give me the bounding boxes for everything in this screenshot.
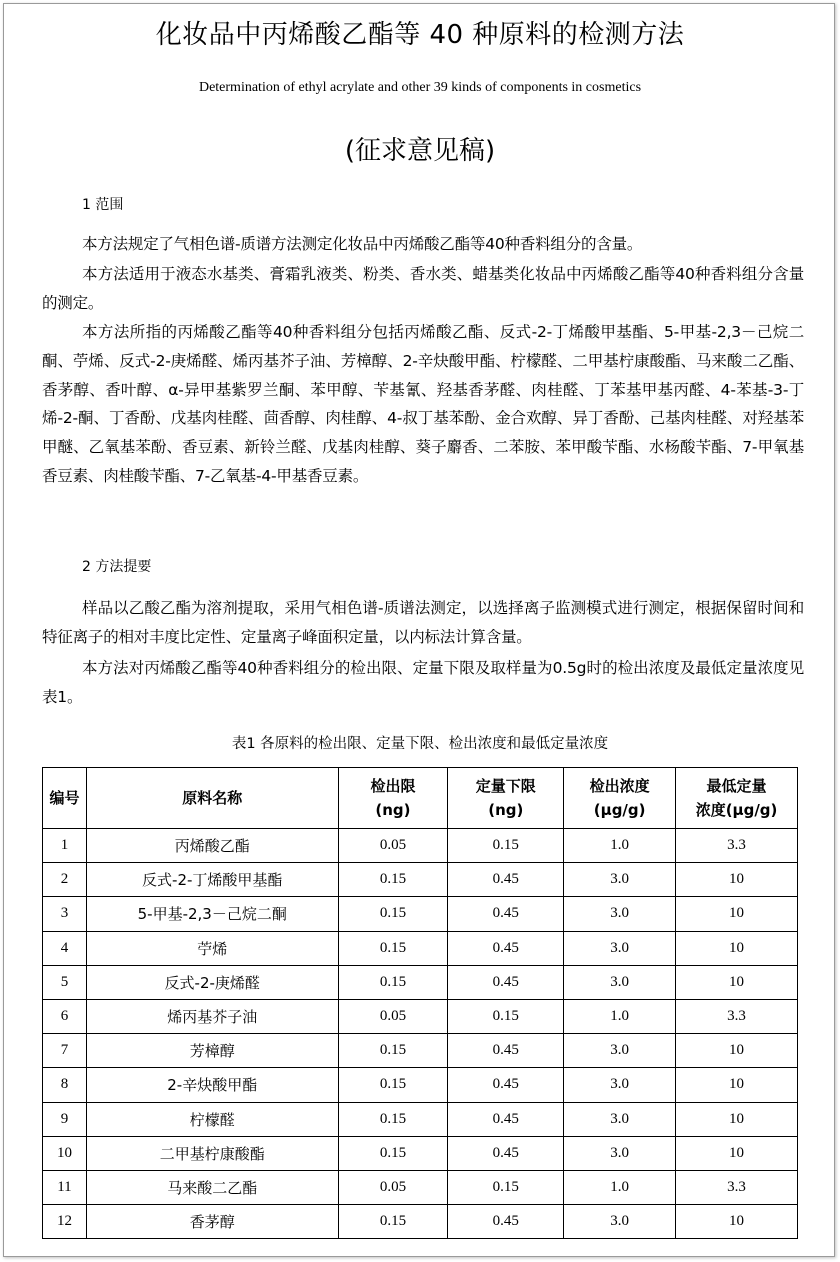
scope-paragraph-3: 本方法所指的丙烯酸乙酯等40种香料组分包括丙烯酸乙酯、反式-2-丁烯酸甲基酯、5-甲基-2,3－己烷二酮、苧烯、反式-2-庚烯醛、烯丙基芥子油、芳樟醇、2-辛炔酸甲酯、柠檬醛、二甲基柠康酸酯、马来酸二乙酯、香茅醇、香叶醇、α-异甲基紫罗兰酮、苯甲醇、苄基氰、羟基香茅醛、肉桂醛、丁苯基甲基丙醛、4-苯基-3-丁烯-2-酮、丁香酚、戊基肉桂醛、茴香醇、肉桂醇、4-叔丁基苯酚、金合欢醇、异丁香酚、己基肉桂醛、对羟基苯甲醚、乙氧基苯酚、香豆素、新铃兰醛、戊基肉桂醇、葵子麝香、二苯胺、苯甲酸苄酯、水杨酸苄酯、7-甲氧基香豆素、肉桂酸苄酯、7-乙氧基-4-甲基香豆素。 [42, 323, 804, 485]
cell-dc: 1.0 [564, 1170, 676, 1204]
cell-no: 7 [43, 1034, 87, 1068]
cell-dc: 3.0 [564, 1034, 676, 1068]
header-dc-line2: (μg/g) [593, 801, 646, 819]
cell-lod: 0.05 [338, 999, 448, 1033]
cell-no: 12 [43, 1205, 87, 1239]
cell-loq: 0.45 [448, 1102, 564, 1136]
scope-heading: 1 范围 [82, 197, 124, 213]
cell-no: 1 [43, 829, 87, 863]
header-loq-line1: 定量下限 [475, 777, 536, 795]
cell-loq: 0.45 [448, 1136, 564, 1170]
table-row [43, 829, 798, 863]
table-row [43, 1034, 798, 1068]
cell-loq: 0.45 [448, 1034, 564, 1068]
cell-no: 4 [43, 931, 87, 965]
header-loq-line2: (ng) [488, 801, 524, 819]
cell-lod: 0.15 [338, 1068, 448, 1102]
cell-dc: 3.0 [564, 863, 676, 897]
cell-mq: 10 [676, 863, 798, 897]
scope-paragraph-2: 本方法适用于液态水基类、膏霜乳液类、粉类、香水类、蜡基类化妆品中丙烯酸乙酯等40种香料组分含量的测定。 [42, 265, 804, 312]
cell-lod: 0.15 [338, 1205, 448, 1239]
cell-lod: 0.05 [338, 829, 448, 863]
table-row [43, 965, 798, 999]
cell-lod: 0.15 [338, 1034, 448, 1068]
cell-lod: 0.15 [338, 1102, 448, 1136]
cell-name: 5-甲基-2,3－己烷二酮 [86, 897, 338, 931]
table-row [43, 863, 798, 897]
method-heading: 2 方法提要 [82, 559, 152, 575]
document-subtitle: Determination of ethyl acrylate and other 39 kinds of components in cosmetics [198, 80, 642, 95]
cell-name: 反式-2-庚烯醛 [86, 965, 338, 999]
table-row [43, 1102, 798, 1136]
cell-loq: 0.45 [448, 931, 564, 965]
cell-lod: 0.15 [338, 965, 448, 999]
cell-lod: 0.15 [338, 1136, 448, 1170]
cell-loq: 0.45 [448, 1205, 564, 1239]
table-row [43, 999, 798, 1033]
detection-limits-table [42, 767, 798, 1239]
method-paragraph-1: 样品以乙酸乙酯为溶剂提取，采用气相色谱-质谱法测定，以选择离子监测模式进行测定，根据保留时间和特征离子的相对丰度比定性、定量离子峰面积定量，以内标法计算含量。 [42, 599, 804, 646]
cell-dc: 3.0 [564, 965, 676, 999]
cell-lod: 0.05 [338, 1170, 448, 1204]
cell-no: 10 [43, 1136, 87, 1170]
cell-loq: 0.15 [448, 829, 564, 863]
cell-dc: 1.0 [564, 999, 676, 1033]
table-row [43, 1136, 798, 1170]
cell-loq: 0.15 [448, 999, 564, 1033]
cell-mq: 10 [676, 965, 798, 999]
header-loq [448, 768, 564, 829]
header-mq-line2: 浓度(μg/g) [695, 801, 778, 819]
cell-name: 柠檬醛 [86, 1102, 338, 1136]
header-lod-line1: 检出限 [370, 777, 416, 795]
cell-mq: 10 [676, 1205, 798, 1239]
cell-no: 6 [43, 999, 87, 1033]
cell-name: 芳樟醇 [86, 1034, 338, 1068]
cell-name: 烯丙基芥子油 [86, 999, 338, 1033]
draft-label: (征求意见稿) [344, 136, 496, 166]
cell-mq: 10 [676, 1136, 798, 1170]
table-header-row [43, 768, 798, 829]
cell-no: 2 [43, 863, 87, 897]
cell-mq: 10 [676, 1068, 798, 1102]
header-mq-line1: 最低定量 [706, 777, 767, 795]
table-row [43, 1205, 798, 1239]
cell-lod: 0.15 [338, 897, 448, 931]
table-row [43, 1170, 798, 1204]
scope-paragraph-1: 本方法规定了气相色谱-质谱方法测定化妆品中丙烯酸乙酯等40种香料组分的含量。 [82, 235, 643, 253]
cell-dc: 3.0 [564, 1102, 676, 1136]
cell-no: 9 [43, 1102, 87, 1136]
cell-loq: 0.45 [448, 965, 564, 999]
header-detection-conc [564, 768, 676, 829]
cell-name: 香茅醇 [86, 1205, 338, 1239]
cell-name: 马来酸二乙酯 [86, 1170, 338, 1204]
cell-loq: 0.45 [448, 863, 564, 897]
cell-dc: 1.0 [564, 829, 676, 863]
header-min-quant-conc [676, 768, 798, 829]
header-lod [338, 768, 448, 829]
cell-mq: 10 [676, 1102, 798, 1136]
cell-no: 11 [43, 1170, 87, 1204]
cell-no: 3 [43, 897, 87, 931]
cell-loq: 0.15 [448, 1170, 564, 1204]
cell-no: 8 [43, 1068, 87, 1102]
cell-name: 丙烯酸乙酯 [86, 829, 338, 863]
cell-name: 反式-2-丁烯酸甲基酯 [86, 863, 338, 897]
cell-no: 5 [43, 965, 87, 999]
table-row [43, 931, 798, 965]
cell-dc: 3.0 [564, 897, 676, 931]
cell-dc: 3.0 [564, 1136, 676, 1170]
document-title: 化妆品中丙烯酸乙酯等 40 种原料的检测方法 [155, 20, 685, 50]
cell-mq: 3.3 [676, 1170, 798, 1204]
table-row [43, 897, 798, 931]
cell-mq: 10 [676, 931, 798, 965]
cell-lod: 0.15 [338, 863, 448, 897]
cell-mq: 3.3 [676, 829, 798, 863]
header-lod-line2: (ng) [375, 801, 411, 819]
cell-name: 2-辛炔酸甲酯 [86, 1068, 338, 1102]
table-row [43, 1068, 798, 1102]
cell-dc: 3.0 [564, 1205, 676, 1239]
cell-name: 苧烯 [86, 931, 338, 965]
cell-loq: 0.45 [448, 897, 564, 931]
cell-mq: 10 [676, 1034, 798, 1068]
header-dc-line1: 检出浓度 [589, 777, 650, 795]
table-caption: 表1 各原料的检出限、定量下限、检出浓度和最低定量浓度 [231, 736, 609, 752]
cell-loq: 0.45 [448, 1068, 564, 1102]
cell-dc: 3.0 [564, 931, 676, 965]
header-no: 编号 [43, 768, 87, 829]
cell-lod: 0.15 [338, 931, 448, 965]
cell-name: 二甲基柠康酸酯 [86, 1136, 338, 1170]
header-name: 原料名称 [86, 768, 338, 829]
cell-mq: 3.3 [676, 999, 798, 1033]
cell-mq: 10 [676, 897, 798, 931]
method-paragraph-2: 本方法对丙烯酸乙酯等40种香料组分的检出限、定量下限及取样量为0.5g时的检出浓度及最低定量浓度见表1。 [42, 659, 804, 706]
cell-dc: 3.0 [564, 1068, 676, 1102]
